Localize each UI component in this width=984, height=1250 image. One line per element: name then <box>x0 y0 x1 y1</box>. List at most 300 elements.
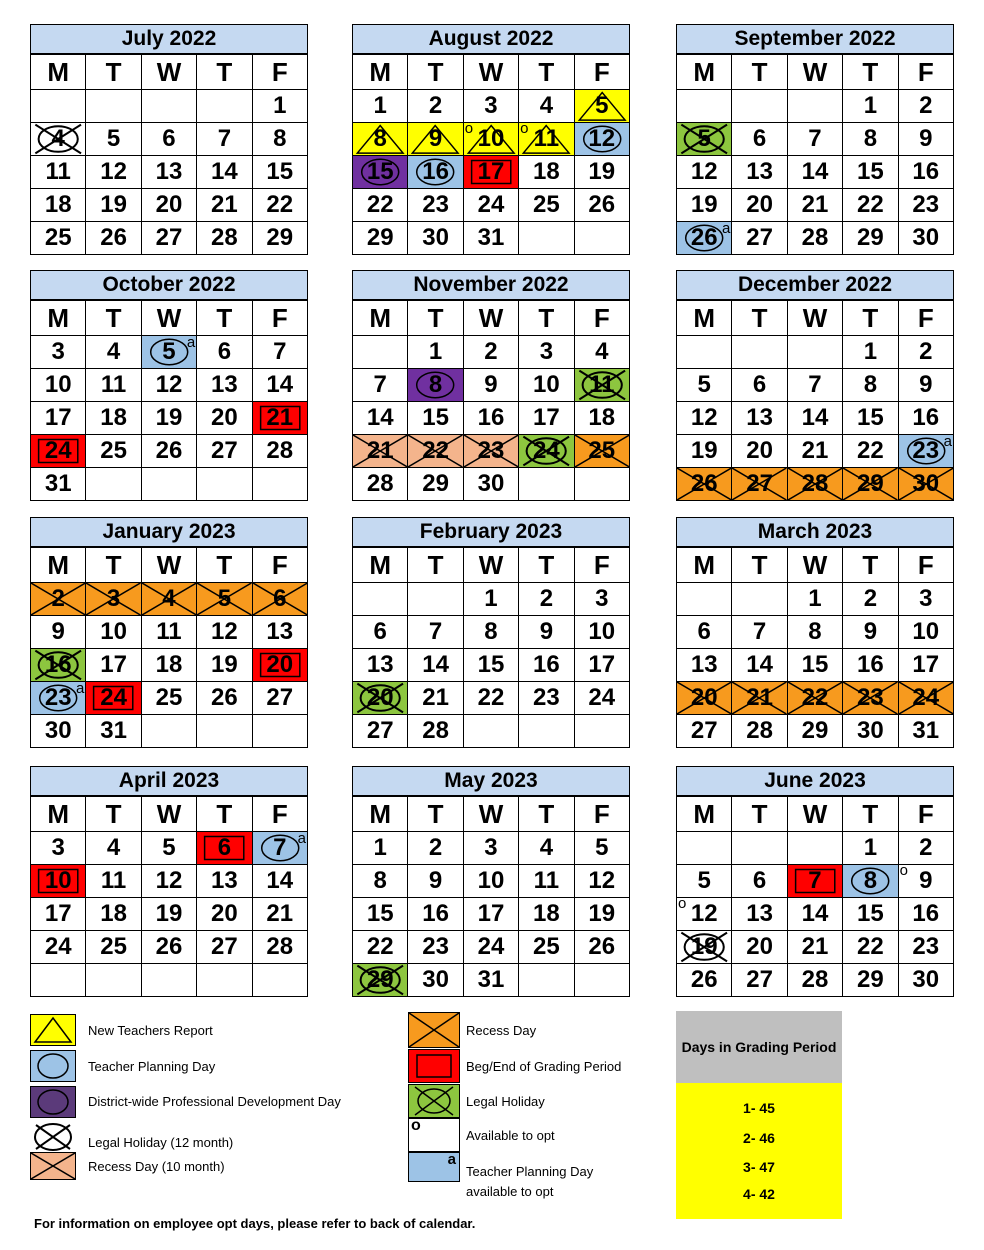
grading-period-row: 1- 45 <box>743 1100 775 1116</box>
week-row <box>31 832 308 865</box>
day-cell <box>463 402 518 435</box>
opt-planning-mark: a <box>722 220 731 237</box>
plan-opt-mark: a <box>447 1151 456 1168</box>
day-number: 18 <box>100 404 127 431</box>
day-cell <box>843 189 898 222</box>
day-number: 12 <box>155 371 183 398</box>
day-number: 15 <box>801 651 829 678</box>
day-number: 22 <box>366 933 394 960</box>
week-row <box>677 189 954 222</box>
day-cell <box>732 189 787 222</box>
day-cell <box>463 832 518 865</box>
day-cell <box>463 369 518 402</box>
day-number: 8 <box>863 867 878 894</box>
day-number: 3 <box>106 585 121 612</box>
day-cell <box>519 120 574 156</box>
day-cell <box>898 90 953 123</box>
day-cell <box>574 156 629 189</box>
day-number: 31 <box>100 717 127 744</box>
week-row <box>677 402 954 435</box>
day-cell <box>519 931 574 964</box>
week-row <box>677 468 954 501</box>
month-title: December 2022 <box>676 270 954 300</box>
day-cell <box>519 336 574 369</box>
day-cell <box>31 865 86 898</box>
day-number: 21 <box>746 684 773 711</box>
day-cell <box>197 222 252 255</box>
day-cell <box>898 862 953 898</box>
day-cell <box>86 832 141 865</box>
day-number: 3 <box>595 585 609 612</box>
day-cell <box>463 468 518 501</box>
day-cell <box>408 336 463 369</box>
day-cell <box>574 865 629 898</box>
day-cell <box>86 616 141 649</box>
day-number: 3 <box>484 834 498 861</box>
legend-new-teachers-label: New Teachers Report <box>88 1023 213 1038</box>
week-row <box>677 865 954 898</box>
day-cell <box>31 189 86 222</box>
day-cell <box>898 156 953 189</box>
day-number: 23 <box>422 191 449 218</box>
day-number: 14 <box>266 371 294 398</box>
day-cell <box>677 865 732 898</box>
month-grid <box>352 547 630 748</box>
empty-cell <box>141 468 196 501</box>
day-cell <box>252 832 307 865</box>
day-cell <box>197 435 252 468</box>
day-cell <box>141 583 196 616</box>
day-number: 1 <box>863 92 878 119</box>
month-calendar <box>352 270 630 501</box>
day-number: 11 <box>156 618 182 645</box>
day-cell <box>898 402 953 435</box>
weekday-header: W <box>141 797 196 832</box>
day-cell <box>197 898 252 931</box>
opt-mark: o <box>411 1117 421 1134</box>
day-number: 14 <box>801 158 829 185</box>
day-number: 28 <box>266 437 294 464</box>
grading-period-box <box>676 1011 842 1219</box>
ellipse-icon <box>31 1087 75 1117</box>
day-cell <box>408 865 463 898</box>
day-number: 22 <box>857 437 884 464</box>
day-number: 13 <box>746 158 773 185</box>
month-grid <box>352 796 630 997</box>
week-row <box>677 369 954 402</box>
week-row <box>353 931 630 964</box>
day-number: 27 <box>211 437 238 464</box>
empty-cell <box>86 468 141 501</box>
day-cell <box>463 583 518 616</box>
day-number: 4 <box>539 92 554 119</box>
month-title: March 2023 <box>676 517 954 547</box>
empty-cell <box>141 90 196 123</box>
legend-plan-opt-label-1: Teacher Planning Day <box>466 1164 594 1179</box>
week-row <box>353 583 630 616</box>
day-cell <box>252 222 307 255</box>
week-row <box>677 90 954 123</box>
month-title: September 2022 <box>676 24 954 54</box>
day-number: 5 <box>217 585 232 612</box>
day-cell <box>86 156 141 189</box>
day-cell <box>408 90 463 123</box>
empty-cell <box>252 964 307 997</box>
day-cell <box>732 402 787 435</box>
day-cell <box>252 336 307 369</box>
empty-cell <box>141 964 196 997</box>
day-cell <box>898 435 953 468</box>
day-cell <box>677 123 732 156</box>
week-row <box>31 931 308 964</box>
day-cell <box>519 865 574 898</box>
weekday-header: W <box>787 548 842 583</box>
weekday-header: M <box>31 301 86 336</box>
day-cell <box>787 583 842 616</box>
day-number: 17 <box>477 158 505 185</box>
day-number: 27 <box>155 224 183 251</box>
day-cell <box>141 369 196 402</box>
empty-cell <box>31 964 86 997</box>
week-row <box>677 682 954 715</box>
week-row <box>353 898 630 931</box>
day-cell <box>353 369 408 402</box>
day-cell <box>353 715 408 748</box>
day-cell <box>787 156 842 189</box>
day-number: 7 <box>808 867 822 894</box>
week-row <box>31 898 308 931</box>
day-cell <box>31 222 86 255</box>
day-cell <box>574 189 629 222</box>
day-number: 3 <box>51 834 65 861</box>
empty-cell <box>787 336 842 369</box>
empty-cell <box>519 715 574 748</box>
day-number: 25 <box>100 437 127 464</box>
week-row <box>677 649 954 682</box>
day-cell <box>86 435 141 468</box>
month-calendar <box>30 270 308 501</box>
day-cell <box>843 222 898 255</box>
day-number: 22 <box>801 684 829 711</box>
day-cell <box>86 931 141 964</box>
month-grid <box>676 54 954 255</box>
day-number: 13 <box>746 404 773 431</box>
day-cell <box>86 123 141 156</box>
month-calendar <box>676 24 954 255</box>
day-number: 21 <box>366 437 394 464</box>
month-grid <box>676 300 954 501</box>
day-cell <box>197 616 252 649</box>
day-cell <box>677 649 732 682</box>
day-number: 7 <box>808 125 822 152</box>
day-cell <box>843 616 898 649</box>
day-number: 7 <box>373 371 387 398</box>
day-number: 5 <box>162 834 176 861</box>
day-number: 17 <box>44 900 72 927</box>
day-cell <box>898 468 953 501</box>
day-cell <box>353 402 408 435</box>
day-number: 2 <box>863 585 878 612</box>
weekday-header: T <box>408 548 463 583</box>
day-number: 2 <box>51 585 65 612</box>
day-number: 19 <box>211 651 238 678</box>
day-cell <box>463 898 518 931</box>
day-number: 19 <box>690 191 718 218</box>
day-cell <box>519 583 574 616</box>
grading-period-title: Days in Grading Period <box>676 1011 842 1083</box>
empty-cell <box>197 715 252 748</box>
day-number: 10 <box>533 371 560 398</box>
day-cell <box>898 336 953 369</box>
day-cell <box>787 682 842 715</box>
day-number: 29 <box>857 966 884 993</box>
weekday-header: T <box>86 55 141 90</box>
grading-period-list <box>676 1083 842 1219</box>
month-grid <box>676 796 954 997</box>
week-row <box>31 682 308 715</box>
day-number: 6 <box>373 618 387 645</box>
day-number: 30 <box>912 966 940 993</box>
day-cell <box>843 898 898 931</box>
day-cell <box>677 222 732 255</box>
day-number: 13 <box>366 651 394 678</box>
month-calendar <box>30 517 308 748</box>
week-row <box>353 123 630 156</box>
day-cell <box>408 468 463 501</box>
day-cell <box>843 369 898 402</box>
day-number: 22 <box>266 191 294 218</box>
weekday-header: F <box>574 301 629 336</box>
day-cell <box>677 402 732 435</box>
day-number: 30 <box>857 717 884 744</box>
day-cell <box>677 715 732 748</box>
empty-cell <box>574 468 629 501</box>
day-number: 12 <box>588 867 616 894</box>
weekday-header: W <box>141 55 196 90</box>
day-cell <box>408 189 463 222</box>
month-grid <box>30 547 308 748</box>
day-number: 29 <box>801 717 829 744</box>
day-number: 30 <box>44 717 72 744</box>
month-grid <box>352 300 630 501</box>
day-cell <box>408 156 463 189</box>
day-cell <box>843 402 898 435</box>
day-cell <box>252 369 307 402</box>
weekday-header: M <box>353 548 408 583</box>
weekday-header: T <box>408 797 463 832</box>
day-cell <box>86 369 141 402</box>
day-number: 1 <box>863 834 878 861</box>
week-row <box>31 189 308 222</box>
legend-holiday12-swatch <box>30 1121 76 1153</box>
day-cell <box>677 616 732 649</box>
day-cell <box>408 123 463 156</box>
day-number: 11 <box>100 371 127 398</box>
legend-holiday12-label: Legal Holiday (12 month) <box>88 1135 234 1150</box>
opt-available-mark: o <box>678 895 687 912</box>
day-number: 14 <box>266 867 294 894</box>
day-cell <box>408 682 463 715</box>
day-cell <box>732 156 787 189</box>
week-row <box>353 715 630 748</box>
week-row <box>31 468 308 501</box>
weekday-header: W <box>141 301 196 336</box>
day-cell <box>574 123 629 156</box>
week-row <box>353 189 630 222</box>
week-row <box>353 402 630 435</box>
day-cell <box>197 832 252 865</box>
day-cell <box>86 865 141 898</box>
week-row <box>353 649 630 682</box>
day-cell <box>141 189 196 222</box>
day-number: 24 <box>477 933 505 960</box>
day-cell <box>574 90 629 123</box>
day-cell <box>31 715 86 748</box>
day-number: 20 <box>366 684 394 711</box>
day-number: 11 <box>533 125 560 152</box>
day-cell <box>463 222 518 255</box>
day-number: 10 <box>477 867 505 894</box>
day-number: 16 <box>912 900 940 927</box>
day-number: 26 <box>211 684 238 711</box>
day-number: 24 <box>44 437 72 464</box>
day-number: 8 <box>428 371 443 398</box>
day-cell <box>353 90 408 123</box>
day-cell <box>31 435 86 468</box>
day-cell <box>574 369 629 402</box>
day-cell <box>898 189 953 222</box>
weekday-header: T <box>843 55 898 90</box>
day-number: 22 <box>477 684 505 711</box>
day-cell <box>197 583 252 616</box>
day-number: 14 <box>746 651 773 678</box>
day-cell <box>31 583 86 616</box>
day-number: 18 <box>100 900 127 927</box>
weekday-header: F <box>252 797 307 832</box>
day-cell <box>843 964 898 997</box>
day-cell <box>141 865 196 898</box>
day-number: 28 <box>366 470 394 497</box>
day-cell <box>787 123 842 156</box>
legend-recess-label: Recess Day <box>466 1023 537 1038</box>
day-number: 3 <box>484 92 498 119</box>
month-grid <box>30 300 308 501</box>
grading-period-row: 3- 47 <box>743 1159 775 1175</box>
day-cell <box>787 649 842 682</box>
month-title: June 2023 <box>676 766 954 796</box>
day-number: 4 <box>106 338 121 365</box>
week-row <box>677 583 954 616</box>
day-number: 31 <box>477 966 505 993</box>
day-cell <box>31 402 86 435</box>
empty-cell <box>463 715 518 748</box>
day-cell <box>843 90 898 123</box>
weekday-header: T <box>519 797 574 832</box>
day-number: 19 <box>588 900 616 927</box>
day-number: 12 <box>588 125 616 152</box>
weekday-header: T <box>843 548 898 583</box>
day-number: 25 <box>44 224 72 251</box>
weekday-header: T <box>843 797 898 832</box>
month-calendar <box>352 517 630 748</box>
day-cell <box>898 931 953 964</box>
day-number: 9 <box>863 618 878 645</box>
day-cell <box>843 336 898 369</box>
day-number: 1 <box>808 585 822 612</box>
empty-cell <box>86 90 141 123</box>
day-number: 22 <box>366 191 394 218</box>
weekday-header: F <box>898 55 953 90</box>
day-cell <box>353 222 408 255</box>
day-number: 14 <box>366 404 394 431</box>
day-number: 4 <box>51 125 65 152</box>
day-number: 5 <box>595 834 609 861</box>
opt-planning-mark: a <box>76 680 85 697</box>
day-number: 9 <box>539 618 554 645</box>
day-cell <box>574 682 629 715</box>
empty-cell <box>574 964 629 997</box>
day-number: 12 <box>690 404 718 431</box>
ellipse-icon <box>31 1051 75 1081</box>
day-number: 23 <box>422 933 449 960</box>
legend-plan-opt-label-2: available to opt <box>466 1184 554 1199</box>
day-cell <box>31 468 86 501</box>
day-number: 25 <box>533 933 560 960</box>
weekday-header: W <box>463 55 518 90</box>
day-number: 31 <box>477 224 505 251</box>
day-cell <box>574 931 629 964</box>
day-number: 19 <box>155 900 183 927</box>
day-cell <box>732 616 787 649</box>
weekday-header: F <box>898 301 953 336</box>
day-number: 26 <box>588 191 616 218</box>
empty-cell <box>197 468 252 501</box>
day-cell <box>31 832 86 865</box>
legend-recess10-label: Recess Day (10 month) <box>88 1159 225 1174</box>
day-cell <box>677 189 732 222</box>
legend-opt-label: Available to opt <box>466 1128 555 1143</box>
day-number: 2 <box>539 585 554 612</box>
day-cell <box>843 468 898 501</box>
day-cell <box>353 682 408 715</box>
weekday-header: T <box>86 797 141 832</box>
day-cell <box>677 931 732 964</box>
day-number: 30 <box>477 470 505 497</box>
day-cell <box>353 865 408 898</box>
crossed-ellipse-icon <box>409 1085 459 1117</box>
day-cell <box>141 682 196 715</box>
day-number: 5 <box>697 867 711 894</box>
day-cell <box>408 898 463 931</box>
day-cell <box>31 123 86 156</box>
weekday-header: T <box>408 55 463 90</box>
day-number: 16 <box>477 404 505 431</box>
day-number: 28 <box>801 966 829 993</box>
day-cell <box>898 682 953 715</box>
day-number: 24 <box>533 437 560 464</box>
empty-cell <box>787 832 842 865</box>
day-cell <box>252 865 307 898</box>
day-number: 4 <box>106 834 121 861</box>
day-cell <box>252 156 307 189</box>
day-number: 28 <box>746 717 773 744</box>
weekday-header: F <box>574 55 629 90</box>
day-number: 27 <box>746 470 773 497</box>
day-number: 23 <box>477 437 505 464</box>
week-row <box>353 222 630 255</box>
day-number: 20 <box>211 900 238 927</box>
empty-cell <box>86 964 141 997</box>
